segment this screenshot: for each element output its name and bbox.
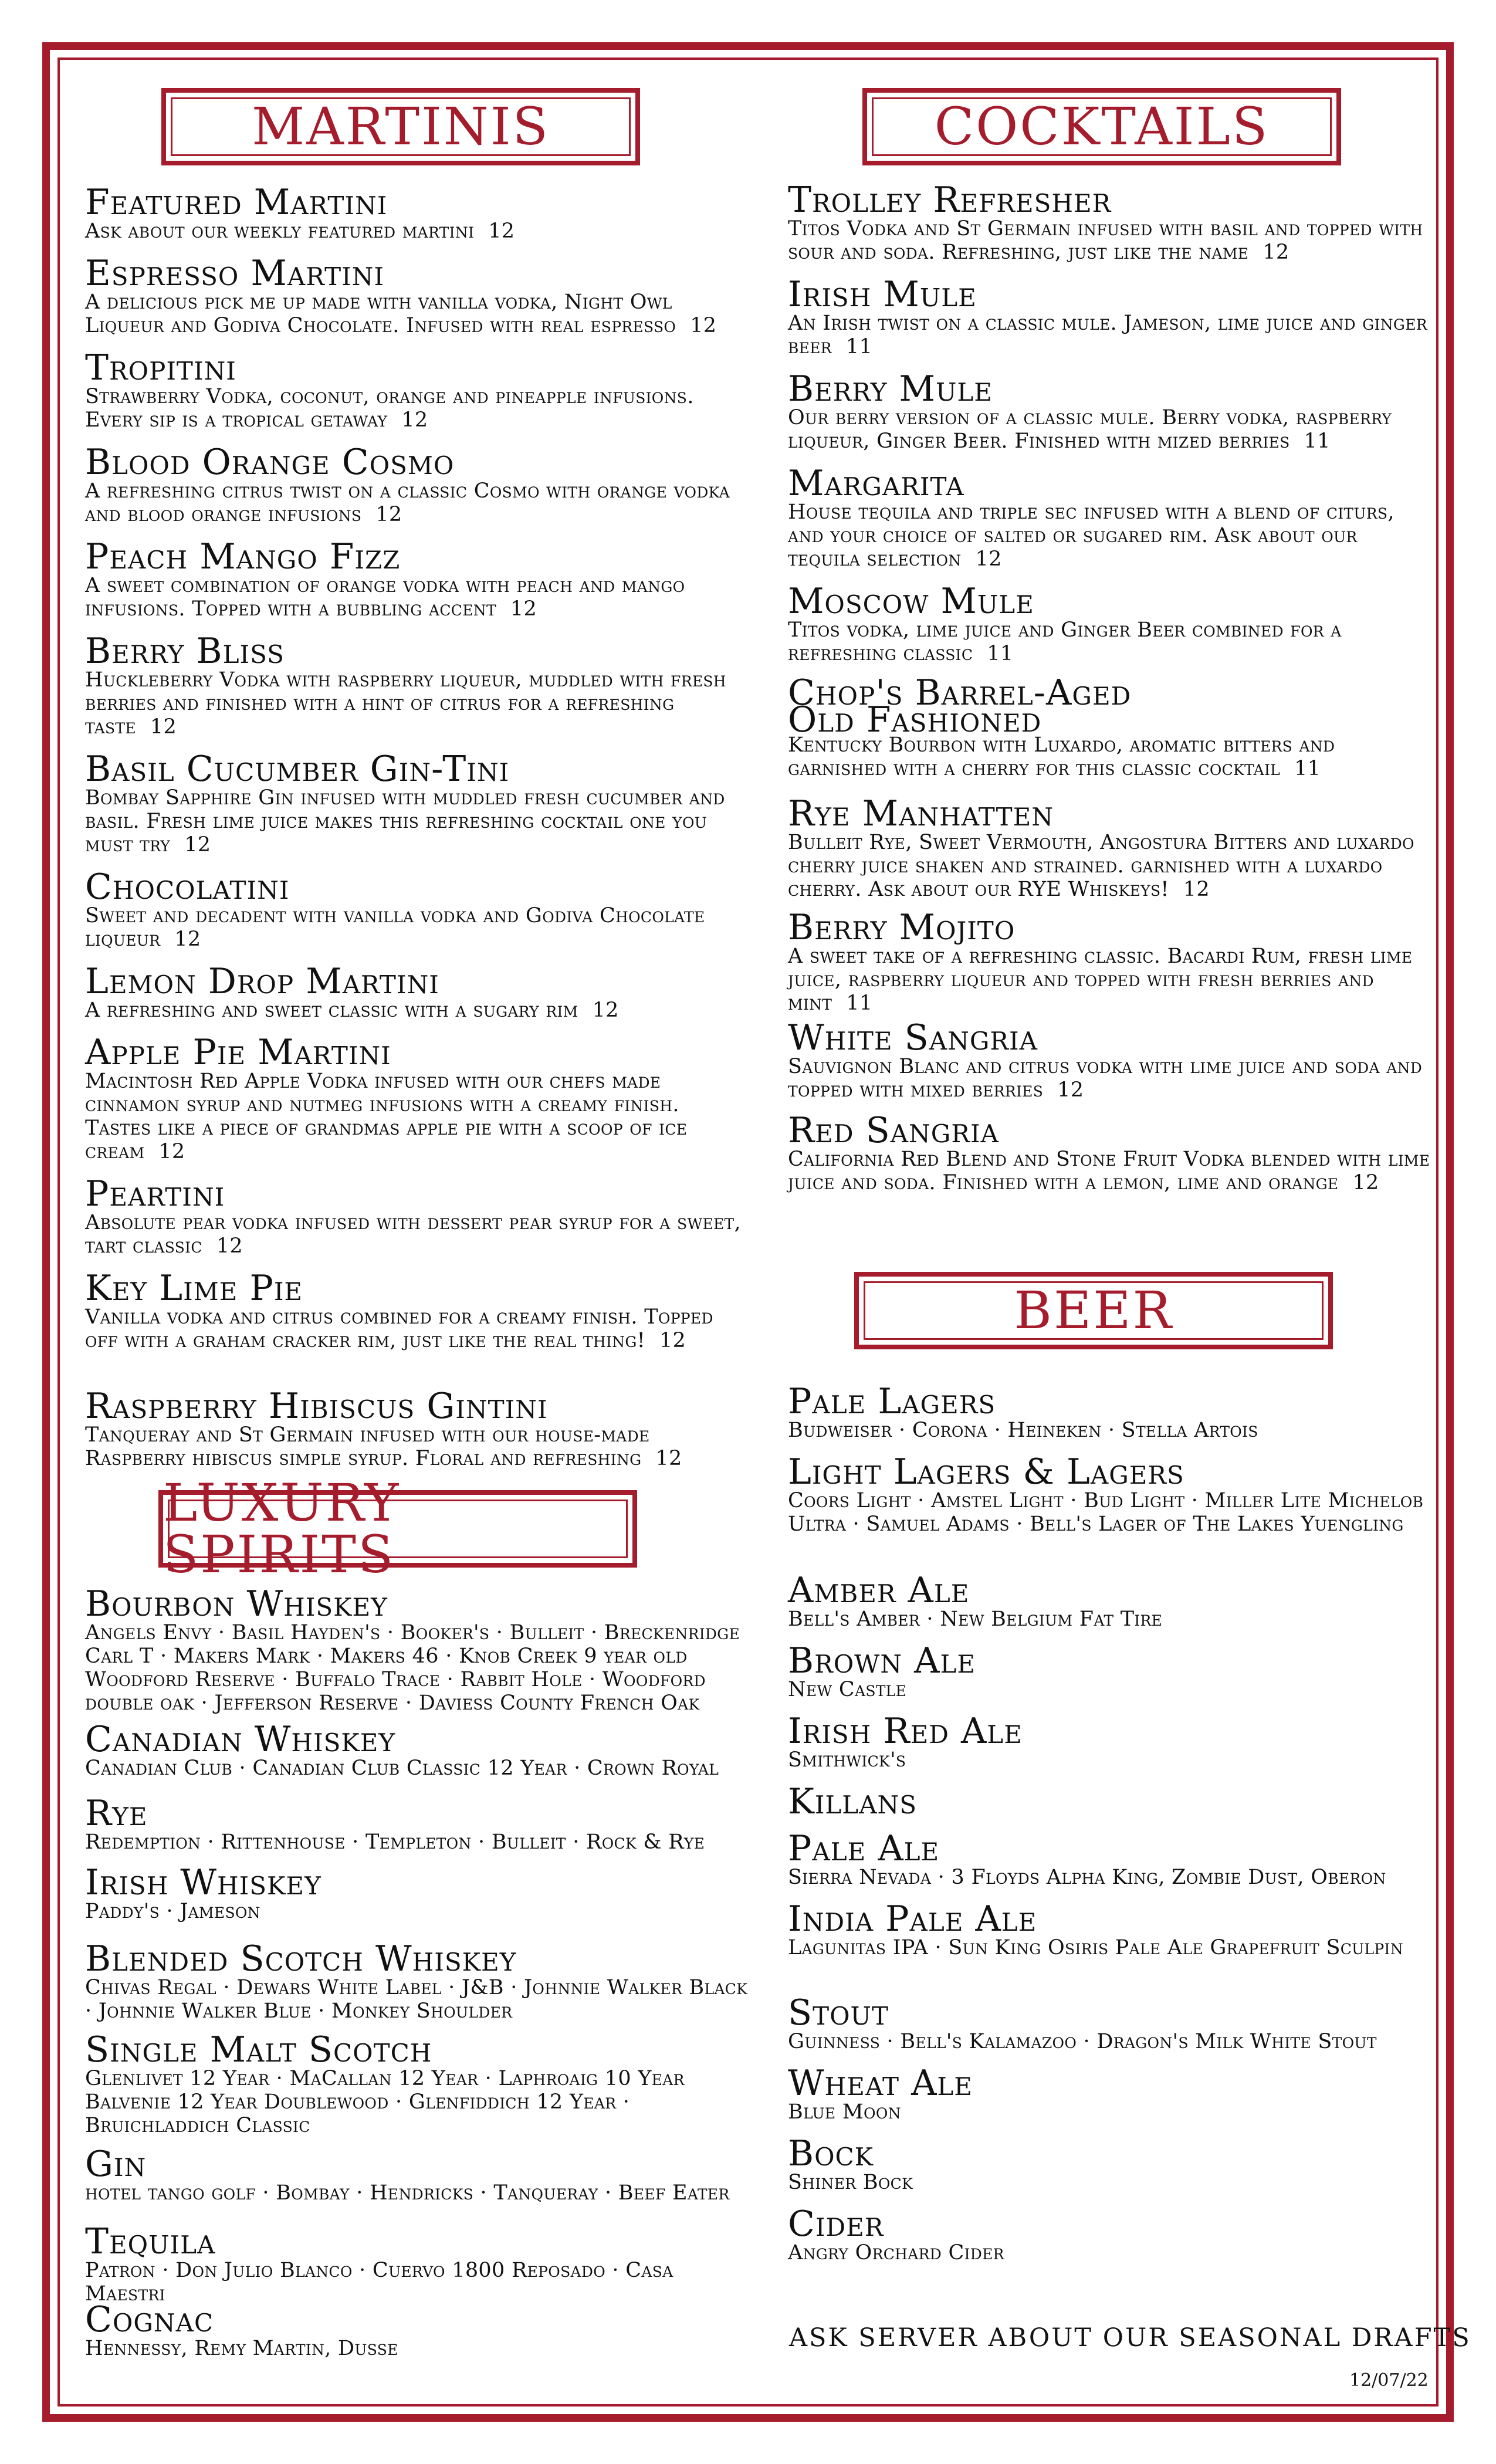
category-name: India Pale Ale [788, 1898, 1037, 1940]
beer-category [788, 1381, 1430, 1442]
category-list: Glenlivet 12 Year · MaCallan 12 Year · Laphroaig 10 Year Balvenie 12 Year Doublewood · Glenfiddich 12 Year · Bruichladdich Classic [85, 2067, 685, 2137]
item-name: Featured Martini [85, 182, 388, 223]
category-name: Blended Scotch Whiskey [85, 1938, 517, 1979]
item-price: 12 [184, 833, 211, 857]
category-name: Killans [788, 1781, 918, 1822]
menu-item [85, 1032, 748, 1163]
category-name: Bock [788, 2133, 874, 2174]
item-name: White Sangria [788, 1017, 1038, 1058]
item-price: 12 [150, 715, 177, 739]
item-description: A sweet take of a refreshing classic. Bacardi Rum, fresh lime juice, raspberry liqueur and topped with fresh berries and mint 11 [788, 945, 1413, 1015]
menu-item [85, 1386, 748, 1470]
category-name: Bourbon Whiskey [85, 1583, 388, 1624]
item-price: 12 [655, 1447, 682, 1470]
menu-item [788, 672, 1430, 780]
menu-item [788, 368, 1430, 453]
beer-category [788, 2204, 1430, 2265]
category-name: Amber Ale [788, 1570, 970, 1611]
item-name: Peartini [85, 1173, 225, 1214]
category-name: Cognac [85, 2299, 214, 2340]
spirit-category [85, 2221, 748, 2306]
item-name: Blood Orange Cosmo [85, 442, 455, 483]
item-name: Basil Cucumber Gin-Tini [85, 749, 510, 790]
item-price: 12 [975, 547, 1002, 571]
item-price: 12 [510, 597, 537, 621]
spirit-category [85, 2144, 748, 2205]
category-name: Single Malt Scotch [85, 2029, 432, 2070]
item-price: 12 [659, 1329, 686, 1352]
item-description: Strawberry Vodka, coconut, orange and pineapple infusions. Every sip is a tropical getaway 12 [85, 385, 694, 432]
menu-item [788, 793, 1430, 901]
item-price: 12 [216, 1234, 243, 1258]
item-price: 11 [1294, 757, 1321, 780]
item-name: Red Sangria [788, 1110, 999, 1151]
item-description: Vanilla vodka and citrus combined for a creamy finish. Topped off with a graham cracker rim, just like the real thing! 12 [85, 1305, 713, 1352]
category-name: Tequila [85, 2221, 216, 2262]
beer-category [788, 1992, 1430, 2053]
category-list: New Castle [788, 1678, 907, 1701]
martinis-heading: MARTINIS [252, 96, 550, 157]
menu-item [788, 274, 1430, 358]
item-price: 11 [846, 991, 873, 1015]
item-description: An Irish twist on a classic mule. Jameson, lime juice and ginger beer 11 [788, 312, 1427, 358]
category-list: Hennessy, Remy Martin, Dusse [85, 2337, 398, 2360]
item-price: 12 [401, 408, 428, 432]
item-description: California Red Blend and Stone Fruit Vodka blended with lime juice and soda. Finished with a lemon, lime and orange 12 [788, 1148, 1430, 1194]
seasonal-drafts-note: ASK SERVER ABOUT OUR SEASONAL DRAFTS [789, 2323, 1471, 2353]
category-list: Guinness · Bell's Kalamazoo · Dragon's Milk White Stout [788, 2030, 1377, 2053]
item-description: Titos Vodka and St Germain infused with basil and topped with sour and soda. Refreshing, just like the name 12 [788, 217, 1423, 264]
beer-category [788, 1451, 1430, 1536]
item-price: 12 [375, 503, 402, 526]
item-description: A refreshing citrus twist on a classic Cosmo with orange vodka and blood orange infusions 12 [85, 479, 730, 526]
martinis-heading-box [161, 88, 640, 165]
item-price: 12 [1183, 878, 1210, 901]
beer-category [788, 1898, 1430, 1959]
beer-category [788, 1828, 1430, 1889]
category-name: Cider [788, 2204, 884, 2245]
item-name: Peach Mango Fizz [85, 536, 401, 577]
spirit-category [85, 1862, 748, 1923]
category-list: Bell's Amber · New Belgium Fat Tire [788, 1607, 1163, 1631]
luxury-spirits-heading-box [158, 1473, 637, 1585]
beer-category [788, 2063, 1430, 2124]
category-list: Canadian Club · Canadian Club Classic 12 Year · Crown Royal [85, 1756, 719, 1780]
item-description: Bulleit Rye, Sweet Vermouth, Angostura Bitters and luxardo cherry juice shaken and strained. garnished with a luxardo cherry. Ask about our RYE Whiskeys! 12 [788, 831, 1414, 901]
item-price: 12 [488, 219, 515, 243]
spirit-category [85, 2299, 748, 2360]
menu-item [85, 442, 748, 526]
menu-item [85, 347, 748, 432]
menu-item [85, 536, 748, 621]
beer-category [788, 1640, 1430, 1701]
menu-item [788, 581, 1430, 665]
beer-category [788, 1781, 1430, 1822]
item-description: Sweet and decadent with vanilla vodka and Godiva Chocolate liqueur 12 [85, 904, 705, 951]
category-list: Angels Envy · Basil Hayden's · Booker's · Bulleit · Breckenridge Carl T · Makers Mark · Makers 46 · Knob Creek 9 year old Woodford Reserve · Buffalo Trace · Rabbit Hole · Woodford double oak · Jefferson Reserve · Daviess County French Oak [85, 1621, 740, 1715]
item-name: Trolley Refresher [788, 180, 1112, 221]
category-name: Wheat Ale [788, 2063, 973, 2104]
beer-heading-box [854, 1272, 1333, 1349]
menu-item [85, 1268, 748, 1352]
beer-category [788, 1570, 1430, 1631]
menu-item [85, 253, 748, 337]
cocktails-heading: COCKTAILS [934, 96, 1270, 157]
menu-item [85, 182, 748, 243]
spirit-category [85, 1938, 748, 2023]
item-name: Chop's Barrel-Aged Old Fashioned [788, 672, 1132, 740]
category-name: Light Lagers & Lagers [788, 1451, 1184, 1492]
item-name: Lemon Drop Martini [85, 961, 439, 1002]
beer-category [788, 1711, 1430, 1772]
menu-item [788, 1110, 1430, 1194]
category-list: Sierra Nevada · 3 Floyds Alpha King, Zombie Dust, Oberon [788, 1866, 1386, 1889]
menu-item [85, 631, 748, 739]
menu-date: 12/07/22 [1349, 2370, 1429, 2391]
menu-item [85, 961, 748, 1022]
item-description: A refreshing and sweet classic with a sugary rim 12 [85, 999, 619, 1022]
item-price: 11 [987, 642, 1014, 665]
item-price: 12 [690, 314, 717, 337]
item-name: Raspberry Hibiscus Gintini [85, 1386, 548, 1427]
item-name: Margarita [788, 463, 964, 504]
luxury-spirits-heading: LUXURY SPIRITS [163, 1473, 401, 1585]
item-description: Sauvignon Blanc and citrus vodka with lime juice and soda and topped with mixed berries 12 [788, 1055, 1423, 1102]
menu-item [788, 1017, 1430, 1102]
spirit-category [85, 2029, 748, 2137]
item-name: Irish Mule [788, 274, 977, 315]
cocktails-heading-box [862, 88, 1341, 165]
item-description: Bombay Sapphire Gin infused with muddled fresh cucumber and basil. Fresh lime juice makes this refreshing cocktail one you must try 12 [85, 786, 725, 857]
category-name: Stout [788, 1992, 889, 2033]
spirit-category [85, 1719, 748, 1780]
item-price: 12 [592, 999, 619, 1022]
item-description: Huckleberry Vodka with raspberry liqueur, muddled with fresh berries and finished with a hint of citrus for a refreshing taste 12 [85, 668, 726, 739]
item-name: Berry Mojito [788, 907, 1016, 948]
item-name: Chocolatini [85, 867, 290, 908]
category-list: Shiner Bock [788, 2171, 913, 2194]
menu-item [85, 867, 748, 951]
category-list: Patron · Don Julio Blanco · Cuervo 1800 Reposado · Casa Maestri [85, 2259, 673, 2306]
item-price: 11 [845, 335, 873, 358]
item-price: 12 [1057, 1078, 1084, 1102]
item-description: Our berry version of a classic mule. Berry vodka, raspberry liqueur, Ginger Beer. Finished with mized berries 11 [788, 406, 1392, 453]
spirit-category [85, 1793, 748, 1854]
menu-item [85, 749, 748, 857]
item-price: 12 [1263, 241, 1289, 264]
item-description: House tequila and triple sec infused with a blend of citurs, and your choice of salted or sugared rim. Ask about our tequila selection 12 [788, 500, 1395, 571]
category-name: Gin [85, 2144, 147, 2185]
category-name: Irish Whiskey [85, 1862, 321, 1903]
menu-item [85, 1173, 748, 1258]
item-description: Macintosh Red Apple Vodka infused with our chefs made cinnamon syrup and nutmeg infusions with a creamy finish. Tastes like a piece of grandmas apple pie with a scoop of ice cream 12 [85, 1069, 688, 1163]
menu-item [788, 180, 1430, 264]
category-name: Pale Lagers [788, 1381, 996, 1422]
item-name: Rye Manhatten [788, 793, 1054, 834]
beer-category [788, 2133, 1430, 2194]
item-name: Espresso Martini [85, 253, 385, 294]
category-list: Blue Moon [788, 2100, 901, 2124]
item-name: Berry Bliss [85, 631, 285, 672]
category-name: Irish Red Ale [788, 1711, 1023, 1752]
item-price: 11 [1304, 429, 1331, 453]
category-list: hotel tango golf · Bombay · Hendricks · Tanqueray · Beef Eater [85, 2181, 730, 2205]
category-list: Lagunitas IPA · Sun King Osiris Pale Ale Grapefruit Sculpin [788, 1936, 1403, 1959]
item-description: A sweet combination of orange vodka with peach and mango infusions. Topped with a bubbling accent 12 [85, 574, 685, 621]
category-list: Paddy's · Jameson [85, 1900, 260, 1923]
item-name: Berry Mule [788, 368, 993, 409]
category-list: Chivas Regal · Dewars White Label · J&B · Johnnie Walker Black · Johnnie Walker Blue · Monkey Shoulder [85, 1976, 748, 2023]
item-description: Kentucky Bourbon with Luxardo, aromatic bitters and garnished with a cherry for this classic cocktail 11 [788, 733, 1335, 780]
spirit-category [85, 1583, 748, 1715]
item-description: A delicious pick me up made with vanilla vodka, Night Owl Liqueur and Godiva Chocolate. Infused with real espresso 12 [85, 290, 717, 337]
item-description: Titos vodka, lime juice and Ginger Beer combined for a refreshing classic 11 [788, 618, 1342, 665]
item-name: Moscow Mule [788, 581, 1034, 622]
item-price: 12 [1352, 1171, 1379, 1194]
item-price: 12 [158, 1140, 185, 1163]
category-list: Budweiser · Corona · Heineken · Stella Artois [788, 1419, 1258, 1442]
category-name: Brown Ale [788, 1640, 976, 1681]
item-description: Tanqueray and St Germain infused with our house-made Raspberry hibiscus simple syrup. Floral and refreshing 12 [85, 1423, 682, 1470]
item-name: Key Lime Pie [85, 1268, 303, 1309]
category-list: Coors Light · Amstel Light · Bud Light · Miller Lite Michelob Ultra · Samuel Adams · Bell's Lager of The Lakes Yuengling [788, 1489, 1424, 1536]
category-name: Canadian Whiskey [85, 1719, 396, 1760]
item-description: Absolute pear vodka infused with dessert pear syrup for a sweet, tart classic 12 [85, 1211, 741, 1258]
menu-item [788, 463, 1430, 571]
category-list: Angry Orchard Cider [788, 2241, 1004, 2265]
item-description: Ask about our weekly featured martini 12 [85, 219, 515, 243]
category-name: Rye [85, 1793, 148, 1834]
category-list: Smithwick's [788, 1748, 906, 1772]
category-name: Pale Ale [788, 1828, 940, 1869]
item-price: 12 [174, 928, 201, 951]
beer-heading: BEER [1014, 1280, 1173, 1341]
item-name: Tropitini [85, 347, 236, 388]
item-name: Apple Pie Martini [85, 1032, 391, 1073]
menu-item [788, 907, 1430, 1015]
category-list: Redemption · Rittenhouse · Templeton · Bulleit · Rock & Rye [85, 1830, 705, 1854]
